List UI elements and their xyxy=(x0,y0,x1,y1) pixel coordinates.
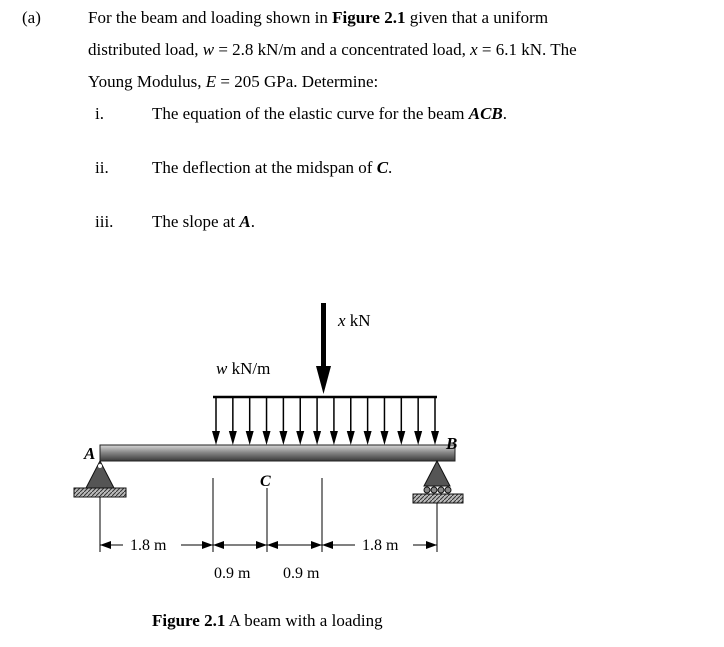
pin-support-a xyxy=(74,461,126,497)
x-symbol: x xyxy=(470,40,478,59)
task-2-end: . xyxy=(388,158,393,177)
line1-tail: given that a uniform xyxy=(405,8,549,27)
task-number-2: ii. xyxy=(95,158,109,177)
task-3-text: The slope at xyxy=(152,212,240,231)
udl-arrow-head xyxy=(246,431,254,445)
dim-mid-left-label: 0.9 m xyxy=(214,565,251,582)
udl-arrow-head xyxy=(279,431,287,445)
udl-arrow-head xyxy=(397,431,405,445)
udl-arrow-head xyxy=(414,431,422,445)
task-3-end: . xyxy=(250,212,255,231)
udl-arrow-head xyxy=(380,431,388,445)
udl-label: w kN/m xyxy=(216,359,271,378)
part-label: (a) xyxy=(22,8,41,27)
task-number-1: i. xyxy=(95,104,104,123)
task-number-3: iii. xyxy=(95,212,114,231)
task-1-end: . xyxy=(502,104,508,123)
udl-arrow-head xyxy=(229,431,237,445)
w-symbol: w xyxy=(202,40,215,59)
task-2-emphasis: C xyxy=(376,158,389,177)
task-1-text: The equation of the elastic curve for the beam xyxy=(152,104,469,123)
udl-arrows xyxy=(212,397,439,445)
w-value: = 2.8 kN/m and a concentrated load, xyxy=(214,40,471,59)
udl-arrow-head xyxy=(313,431,321,445)
udl-arrow-head xyxy=(330,431,338,445)
line3-text: Young Modulus, xyxy=(88,72,206,91)
label-c: C xyxy=(260,473,271,490)
task-3-emphasis: A xyxy=(239,212,251,231)
task-1-emphasis: ACB xyxy=(468,104,503,123)
udl-arrow-head xyxy=(364,431,372,445)
udl-arrow-head xyxy=(296,431,304,445)
e-symbol: E xyxy=(205,72,217,91)
udl-arrow-head xyxy=(347,431,355,445)
label-b: B xyxy=(446,434,458,453)
dim-mid-right-label: 0.9 m xyxy=(283,565,320,582)
roller-support-b xyxy=(413,461,463,503)
line1-text: For the beam and loading shown in xyxy=(88,8,333,27)
point-load-label: x kN xyxy=(338,311,371,330)
figure-reference: Figure 2.1 xyxy=(332,8,406,27)
figure-caption: Figure 2.1 A beam with a loading xyxy=(152,611,383,630)
point-load-arrow xyxy=(316,303,331,394)
beam xyxy=(100,445,455,461)
x-value: = 6.1 kN. The xyxy=(477,40,577,59)
line2-text: distributed load, xyxy=(88,40,203,59)
e-value: = 205 GPa. Determine: xyxy=(216,72,379,91)
udl-arrow-head xyxy=(212,431,220,445)
dim-right-label: 1.8 m xyxy=(362,537,399,554)
label-a: A xyxy=(84,444,96,463)
task-2-text: The deflection at the midspan of xyxy=(152,158,377,177)
udl-arrow-head xyxy=(263,431,271,445)
udl-arrow-head xyxy=(431,431,439,445)
dim-left-label: 1.8 m xyxy=(130,537,167,554)
